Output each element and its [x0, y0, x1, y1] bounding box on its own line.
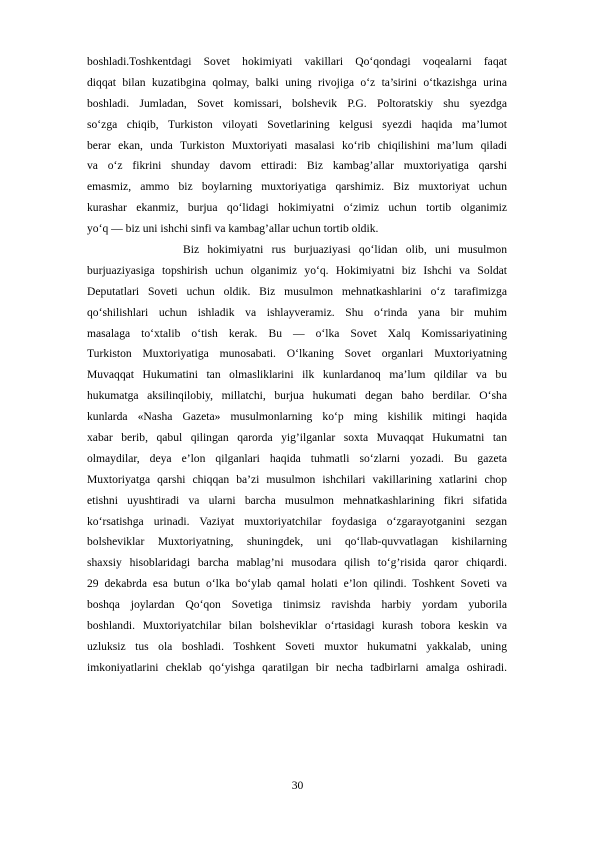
text-line: imkoniyatlarini cheklab qo‘yishga qaratilgan bir necha tadbirlarni amalga oshiradi. — [87, 660, 507, 674]
text-line: Deputatlari Soveti uchun oldik. Biz musulmon mehnatkashlarini o‘z tarafimizga — [87, 284, 507, 298]
text-line: shaxsiy hisoblaridagi barcha mablag’ni musodara qilish to‘g’risida qaror chiqardi. — [87, 556, 507, 570]
text-line: Muxtoriyatga qarshi chiqqan ba’zi musulmon ishchilari vakillarining xatlarini chop — [87, 472, 507, 486]
text-line: burjuaziyasiga topshirish uchun olganimiz yo‘q. Hokimiyatni biz Ishchi va Soldat — [87, 263, 507, 277]
text-line: Muvaqqat Hukumatini tan olmasliklarini ilk kunlardanoq ma’lum qildilar va bu — [87, 368, 507, 382]
paragraph-2 — [87, 240, 507, 679]
text-line: kurashar ekanmiz, burjua qo‘lidagi hokimiyatni o‘zimiz uchun tortib olganimiz — [87, 201, 507, 215]
text-line: boshladi.Toshkentdagi Sovet hokimiyati vakillari Qo‘qondagi voqealarni faqat — [87, 55, 507, 68]
text-line: yo‘q — biz uni ishchi sinfi va kambag’allar uchun tortib oldik. — [87, 222, 379, 236]
text-line: etishni uyushtiradi va ularni barcha musulmon mehnatkashlarining fikri sifatida — [87, 493, 507, 507]
text-line: Biz hokimiyatni rus burjuaziyasi qo‘lidan olib, uni musulmon — [183, 243, 507, 257]
text-line: boshladi. Jumladan, Sovet komissari, bolshevik P.G. Poltoratskiy shu syezdga — [87, 96, 507, 110]
text-line: emasmiz, ammo biz boylarning muxtoriyatiga qarshimiz. Biz muxtoriyat uchun — [87, 180, 507, 194]
text-line: olmaydilar, deya e’lon qilganlari haqida tuhmatli so‘zlarni yozadi. Bu gazeta — [87, 451, 507, 465]
text-line: uzluksiz tus ola boshladi. Toshkent Soveti muxtor hukumatni yakkalab, uning — [87, 639, 507, 653]
text-line: qo‘shilishlari uchun ishladik va ishlayveramiz. Shu o‘rinda yana bir muhim — [87, 305, 507, 319]
text-line: va o‘z fikrini shunday davom ettiradi: Biz kambag’allar muxtoriyatiga qarshi — [87, 159, 507, 173]
text-line: kunlarda «Nasha Gazeta» musulmonlarning ko‘p ming kishilik mitingi haqida — [87, 410, 507, 424]
text-line: boshlandi. Muxtoriyatchilar bilan bolsheviklar o‘rtasidagi kurash tobora keskin va — [87, 619, 507, 633]
text-line: ko‘rsatishga urinadi. Vaziyat muxtoriyatchilar foydasiga o‘zgarayotganini sezgan — [87, 514, 507, 528]
paragraph-1 — [87, 52, 507, 240]
text-line: Turkiston Muxtoriyatiga munosabati. O‘lkaning Sovet organlari Muxtoriyatning — [87, 347, 507, 361]
text-line: hukumatga aksilinqilobiy, millatchi, burjua hukumati degan baho berdilar. O‘sha — [87, 389, 507, 403]
text-line: so‘zga chiqib, Turkiston viloyati Sovetlarining kelgusi syezdi haqida ma’lumot — [87, 117, 507, 131]
text-line: diqqat bilan kuzatibgina qolmay, balki uning rivojiga o‘z ta’sirini o‘tkazishga urina — [87, 75, 507, 89]
body-text — [87, 52, 507, 679]
page-number: 30 — [291, 779, 304, 792]
text-line: masalaga to‘xtalib o‘tish kerak. Bu — o‘lka Sovet Xalq Komissariyatining — [87, 326, 507, 340]
text-line: 29 dekabrda esa butun o‘lka bo‘ylab qamal holati e’lon qilindi. Toshkent Soveti va — [87, 577, 507, 591]
text-line: bolsheviklar Muxtoriyatning, shuningdek, uni qo‘llab-quvvatlagan kishilarning — [87, 535, 507, 549]
text-line: boshqa joylardan Qo‘qon Sovetiga tinimsiz ravishda harbiy yordam yuborila — [87, 598, 507, 612]
text-line: berar ekan, unda Turkiston Muxtoriyati masalasi ko‘rib chiqilishini ma’lum qiladi — [87, 138, 507, 152]
text-line: xabar berib, qabul qilingan qarorda yig’ilganlar soxta Muvaqqat Hukumatni tan — [87, 431, 507, 445]
